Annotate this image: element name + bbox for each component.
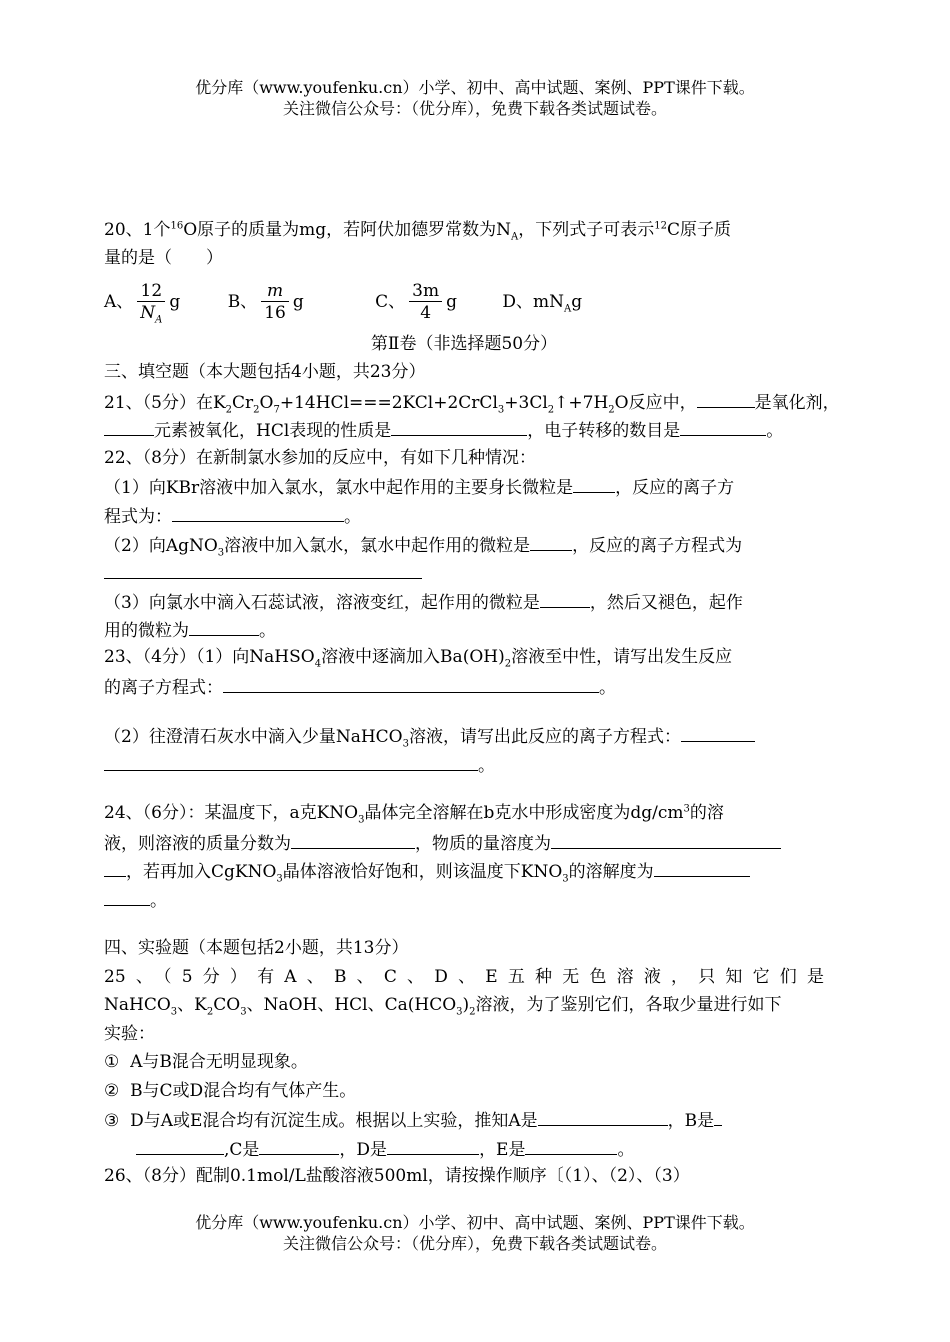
q25-item-2: ② B与C或D混合均有气体产生。 (104, 1081, 357, 1101)
q23-part-2-line-1: （2）往澄清石灰水中滴入少量NaHCO$_3$溶液，请写出此反应的离子方程式： (104, 724, 824, 748)
q22-part-2-line-1: （2）向AgNO$_3$溶液中加入氯水，氯水中起作用的微粒是 ，反应的离子方程式为 (104, 533, 824, 557)
q20-option-d: D、$mN_Ag$ (502, 292, 583, 315)
answer-blank[interactable] (681, 724, 755, 742)
q22-part-1-line-1: （1）向KBr溶液中加入氯水，氯水中起作用的主要身长微粒是 ，反应的离子方 (104, 475, 824, 499)
answer-blank[interactable] (551, 831, 781, 849)
answer-blank[interactable] (136, 1137, 224, 1155)
q23-part-2-line-2: 。 (104, 753, 824, 777)
q26-line-1: 26、（8分）配制0.1mol/L盐酸溶液500ml，请按操作顺序〔（1）、（2）、（3） (104, 1166, 690, 1186)
q20-option-c: C、 $\frac{3m}{4}$ g (375, 281, 457, 323)
answer-blank[interactable] (104, 753, 478, 771)
answer-blank[interactable] (104, 888, 150, 906)
q21-line-1: 21、（5分）在$K_2Cr_2O_7+14HCl===2KCl+2CrCl_3+3Cl_2↑+7H_2O$反应中， 是氧化剂， (104, 390, 824, 414)
answer-blank[interactable] (530, 533, 572, 551)
answer-blank[interactable] (172, 504, 344, 522)
q23-line-1: 23、（4分）（1）向NaHSO$_4$溶液中逐滴加入$Ba(OH)_2$溶液至中性，请写出发生反应 (104, 647, 733, 670)
page-footer (0, 1212, 950, 1254)
answer-blank[interactable] (391, 418, 527, 436)
q24-line-1: 24、（6分）：某温度下，a克$KNO_3$晶体完全溶解在b克水中形成密度为$dg/cm^3$的溶 (104, 803, 724, 826)
q25-item-3: ③ D与A或E混合均有沉淀生成。根据以上实验，推知A是 ，B是 (104, 1108, 824, 1132)
q25-item-3-cont: ,C是 ，D是 ，E是 。 (136, 1137, 856, 1161)
answer-blank[interactable] (104, 859, 126, 877)
footer-line-1: 优分库（www.youfenku.cn）小学、初中、高中试题、案例、PPT课件下载。 (195, 1213, 755, 1232)
q20-option-a: A、 $\frac{12}{N_A}$ g (104, 281, 181, 326)
answer-blank[interactable] (387, 1137, 479, 1155)
answer-blank[interactable] (189, 618, 259, 636)
q25-line-2: NaHCO$_3$、$K_2CO_3$、NaOH、HCl、$Ca(HCO_3)_2$溶液，为了鉴别它们，各取少量进行如下 (104, 995, 782, 1018)
q20-line-1: 20、1个$^{16}$O原子的质量为mg，若阿伏加德罗常数为$N_A$，下列式子可表示$^{12}$C原子质 (104, 220, 731, 243)
answer-blank[interactable] (697, 390, 755, 408)
q22-title: 22、（8分）在新制氯水参加的反应中，有如下几种情况： (104, 448, 536, 468)
q22-part-1-line-2: 程式为： 。 (104, 504, 824, 528)
q24-line-4: 。 (104, 888, 824, 912)
q21-line-2: 元素被氧化，HCl表现的性质是 ，电子转移的数目是 。 (104, 418, 824, 442)
q22-part-3-line-1: （3）向氯水中滴入石蕊试液，溶液变红，起作用的微粒是 ，然后又褪色，起作 (104, 590, 824, 614)
q22-part-2-line-2 (104, 561, 824, 585)
q25-line-1: 25、（5分）有A、B、C、D、E五种无色溶液，只知它们是 (104, 967, 824, 987)
fraction: $\frac{12}{N_A}$ (137, 281, 165, 324)
answer-blank[interactable] (223, 675, 599, 693)
section-2-title: 第Ⅱ卷（非选择题50分） (370, 334, 558, 354)
answer-blank[interactable] (104, 561, 422, 579)
q22-part-3-line-2: 用的微粒为 。 (104, 618, 824, 642)
answer-blank[interactable] (714, 1108, 722, 1126)
answer-blank[interactable] (525, 1137, 617, 1155)
header-line-2: 关注微信公众号：（优分库），免费下载各类试题试卷。 (282, 99, 667, 118)
footer-line-2: 关注微信公众号：（优分库），免费下载各类试题试卷。 (282, 1234, 667, 1253)
answer-blank[interactable] (573, 475, 615, 493)
answer-blank[interactable] (291, 831, 415, 849)
q20-line-2: 量的是（ ） (104, 248, 223, 268)
answer-blank[interactable] (538, 1108, 668, 1126)
q25-item-1: ① A与B混合无明显现象。 (104, 1052, 308, 1072)
q20-option-b: B、 $\frac{m}{16}$ g (227, 281, 304, 323)
q23-line-2: 的离子方程式： 。 (104, 675, 824, 699)
answer-blank[interactable] (540, 590, 590, 608)
q25-line-3: 实验： (104, 1024, 155, 1044)
answer-blank[interactable] (104, 418, 154, 436)
answer-blank[interactable] (259, 1137, 339, 1155)
answer-blank[interactable] (654, 859, 750, 877)
header-line-1: 优分库（www.youfenku.cn）小学、初中、高中试题、案例、PPT课件下载。 (195, 78, 755, 97)
q20-options (104, 276, 824, 328)
section-4-title: 四、实验题（本题包括2小题，共13分） (104, 938, 409, 958)
section-3-title: 三、填空题（本大题包括4小题，共23分） (104, 362, 426, 382)
answer-blank[interactable] (680, 418, 766, 436)
page-header (0, 77, 950, 119)
fraction: $\frac{3m}{4}$ (409, 281, 442, 324)
q24-line-2: 液，则溶液的质量分数为 ，物质的量溶度为 (104, 831, 824, 855)
q24-line-3: ，若再加入CgKNO$_3$晶体溶液恰好饱和，则该温度下$KNO_3$的溶解度为 (104, 859, 824, 883)
fraction: $\frac{m}{16}$ (261, 281, 289, 324)
